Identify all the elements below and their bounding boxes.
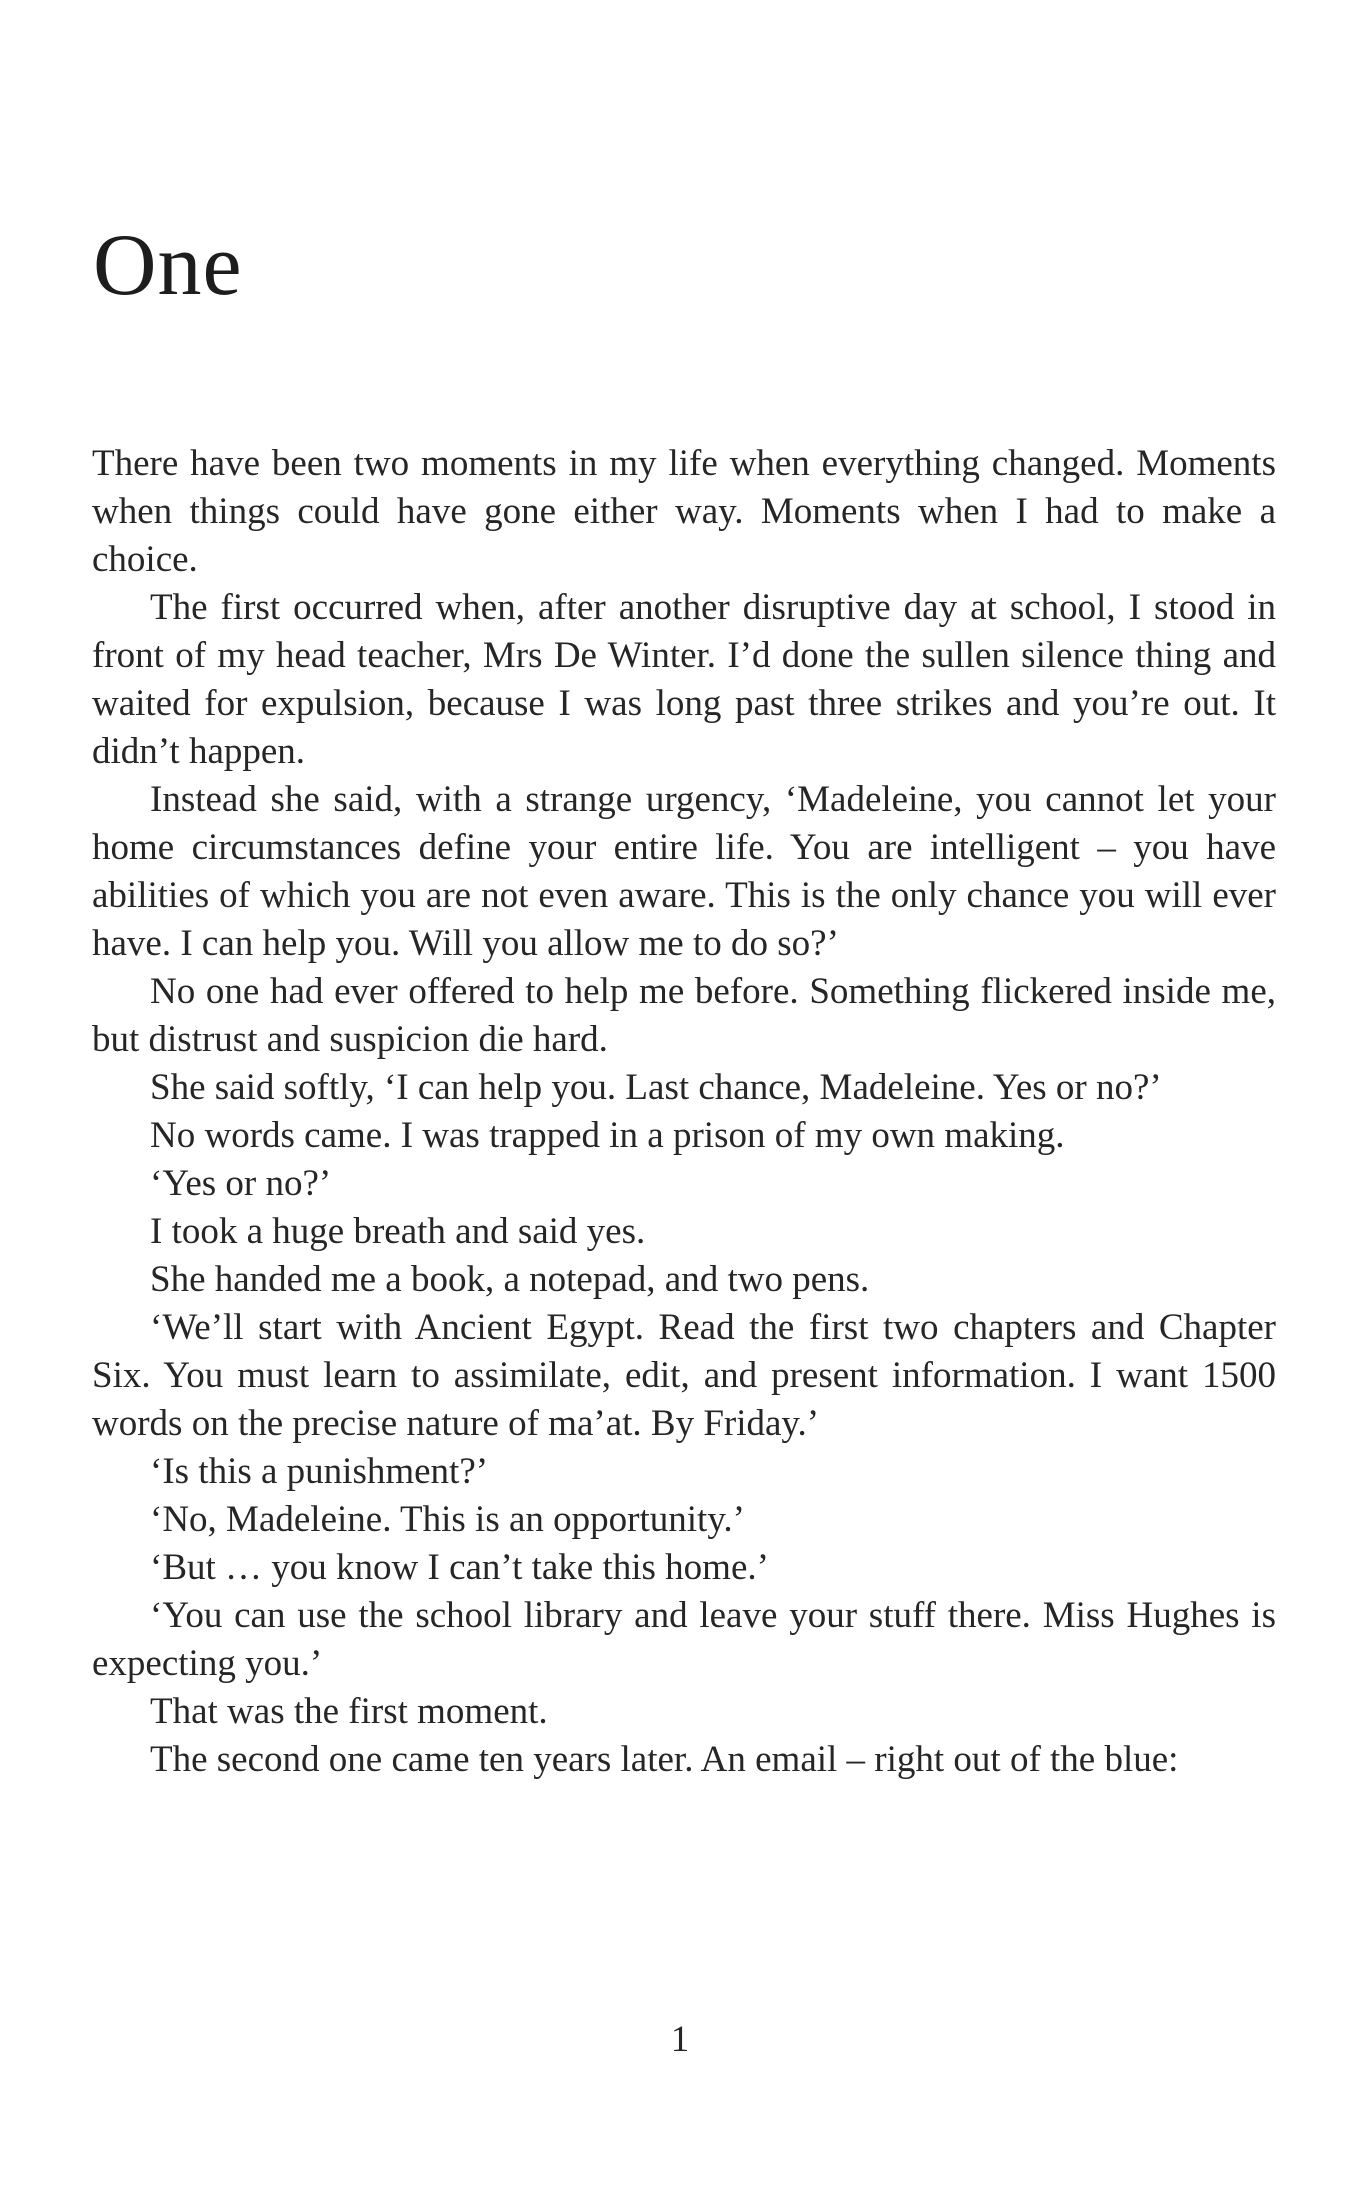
paragraph: ‘No, Madeleine. This is an opportunity.’	[150, 1499, 745, 1540]
paragraph: The second one came ten years later. An email – right out of the blue:	[150, 1739, 1179, 1780]
paragraph: No one had ever offered to help me before. Something flickered inside me, but distrust and suspicion die hard.	[92, 971, 1276, 1060]
paragraph: That was the first moment.	[150, 1691, 548, 1732]
paragraph: ‘Yes or no?’	[150, 1163, 332, 1204]
paragraph: Instead she said, with a strange urgency, ‘Madeleine, you cannot let your home circumstances define your entire life. You are intelligent – you have abilities of which you are not even aware. This is the only chance you will ever have. I can help you. Will you allow me to do so?’	[92, 779, 1276, 964]
paragraph: She said softly, ‘I can help you. Last chance, Madeleine. Yes or no?’	[150, 1067, 1162, 1108]
paragraph: She handed me a book, a notepad, and two pens.	[150, 1259, 870, 1300]
paragraph: ‘We’ll start with Ancient Egypt. Read the first two chapters and Chapter Six. You must learn to assimilate, edit, and present information. I want 1500 words on the precise nature of ma’at. By Friday.’	[92, 1307, 1276, 1444]
paragraph: There have been two moments in my life when everything changed. Moments when things could have gone either way. Moments when I had to make a choice.	[92, 443, 1276, 580]
chapter-body	[92, 440, 1276, 1784]
paragraph: ‘But … you know I can’t take this home.’	[150, 1547, 769, 1588]
paragraph: ‘Is this a punishment?’	[150, 1451, 489, 1492]
chapter-title: One	[93, 217, 243, 314]
paragraph: No words came. I was trapped in a prison of my own making.	[150, 1115, 1065, 1156]
page-number: 1	[670, 2019, 690, 2060]
paragraph: The first occurred when, after another disruptive day at school, I stood in front of my head teacher, Mrs De Winter. I’d done the sullen silence thing and waited for expulsion, because I was long past three strikes and you’re out. It didn’t happen.	[92, 587, 1276, 772]
paragraph: ‘You can use the school library and leave your stuff there. Miss Hughes is expecting you.’	[92, 1595, 1276, 1684]
paragraph: I took a huge breath and said yes.	[150, 1211, 646, 1252]
